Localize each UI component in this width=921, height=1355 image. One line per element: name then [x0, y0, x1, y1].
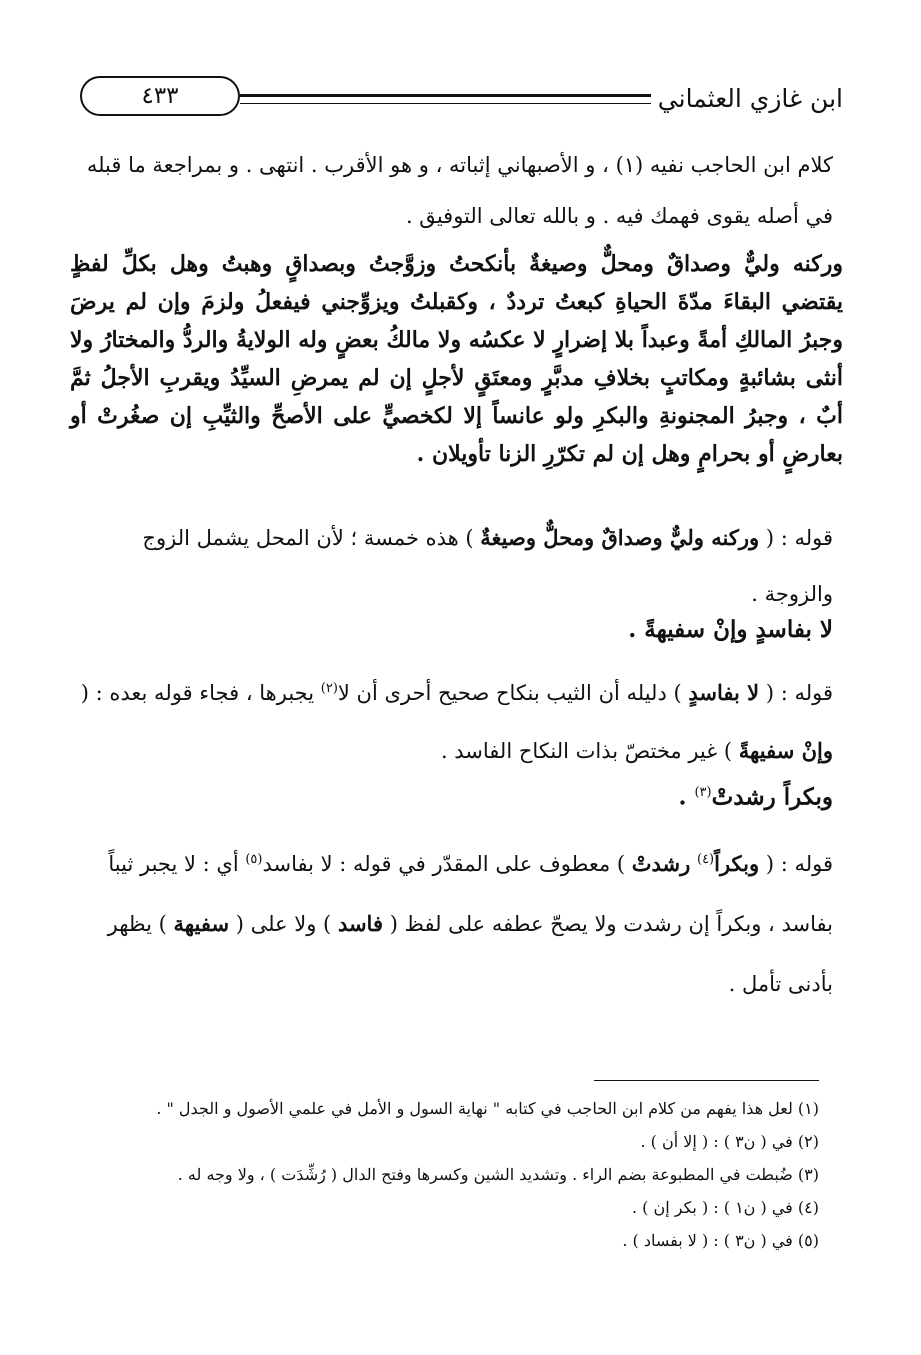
footnote-ref: (٢): [320, 681, 338, 696]
quoted-main-text: وإنْ سفيهةً: [738, 738, 833, 763]
text-span: ) غير مختصّ بذات النكاح الفاسد .: [440, 739, 733, 763]
footnote: (٤) في ( ن١ ) : ( بكر إن ) .: [631, 1198, 819, 1217]
footnote-ref: (٥): [245, 852, 263, 867]
main-text-paragraph-2: لا بفاسدٍ وإنْ سفيهةً .: [628, 616, 833, 643]
text-span: قوله : (: [765, 681, 833, 705]
text-span: ) ولا على (: [235, 912, 332, 936]
footnote-ref: (٣): [694, 785, 712, 800]
footnote: (٥) في ( ن٣ ) : ( لا بفساد ) .: [622, 1231, 819, 1250]
footnote-ref: (٤): [696, 852, 715, 867]
text-span: يجبرها ، فجاء قوله بعده : (: [80, 681, 315, 705]
commentary-line: في أصله يقوى فهمك فيه . و بالله تعالى التوفيق .: [405, 204, 833, 228]
page-header: [70, 72, 851, 122]
commentary-paragraph-4: [70, 830, 833, 1014]
commentary-paragraph-1: [70, 140, 833, 242]
quoted-main-text: فاسد: [337, 911, 383, 936]
main-text-paragraph-1: وركنه وليٌّ وصداقٌ ومحلٌّ وصيغةٌ بأنكحتُ وزوَّجتُ وبصداقٍ وهبتُ وهل بكلِّ لفظٍ يقتضي البقاءَ مدّةَ الحياةِ كبعتُ ترددٌ ، وكقبلتُ ويزوِّجني فيفعلُ ولزمَ وإن لم يرضَ وجبرُ المالكِ أمةً وعبداً بلا إضرارٍ لا عكسُه ولا مالكُ بعضٍ وله الولايةُ والردُّ والمختارُ ولا أنثى بشائبةٍ ومكاتبٍ بخلافِ مدبَّرٍ ومعتَقٍ لأجلٍ إن لم يمرضِ السيِّدُ ويقربِ الأجلُ ثمَّ أبٌ ، وجبرُ المجنونةِ والبكرِ ولو عانساً إلا لكخصيٍّ على الأصحِّ والثيِّبِ إن صغُرتْ أو بعارضٍ أو بحرامٍ وهل إن لم تكرّرِ الزنا تأويلان .: [70, 251, 843, 467]
quoted-main-text: سفيهة: [173, 911, 230, 936]
quoted-main-text: رشدتْ: [631, 851, 691, 876]
quoted-main-text: لا بفاسدٍ: [688, 680, 760, 705]
text-span: أي : لا يجبر ثيباً بفاسد ، وبكراً إن رشدت ولا يصحّ عطفه على لفظ (: [108, 852, 833, 936]
main-text-paragraph-3: [70, 773, 833, 818]
running-title: ابن غازي العثماني: [657, 84, 843, 113]
text-span: قوله : (: [765, 526, 833, 550]
footnote: (٣) ضُبطت في المطبوعة بضم الراء . وتشديد الشين وكسرها وفتح الدال ( رُشِّدَت ) ، ولا وجه له .: [177, 1165, 819, 1184]
commentary-paragraph-2: [70, 510, 833, 622]
text-span: ) دليله أن الثيب بنكاح صحيح أحرى أن لا: [337, 681, 682, 705]
text-span: ) هذه خمسة ؛ لأن المحل يشمل الزوج والزوجة .: [142, 526, 833, 606]
quoted-main-text: وركنه وليٌّ وصداقٌ ومحلٌّ وصيغةٌ: [480, 525, 760, 550]
text-span: ) معطوف على المقدّر في قوله : لا بفاسد: [262, 852, 626, 876]
header-rule: [240, 94, 651, 104]
quoted-main-text: وبكراً: [714, 851, 760, 876]
page-number-badge: ٤٣٣: [80, 76, 240, 116]
footnote: (١) لعل هذا يفهم من كلام ابن الحاجب في كتابه " نهاية السول و الأمل في علمي الأصول و الجدل " .: [156, 1099, 819, 1118]
text-span: .: [678, 783, 695, 811]
main-text: وبكراً رشدتْ: [711, 783, 833, 811]
footnote-separator: [594, 1080, 819, 1081]
footnote: (٢) في ( ن٣ ) : ( إلا أن ) .: [640, 1132, 819, 1151]
text-span: قوله : (: [765, 852, 833, 876]
commentary-paragraph-3: [70, 660, 833, 780]
commentary-line: كلام ابن الحاجب نفيه (١) ، و الأصبهاني إثباته ، و هو الأقرب . انتهى . و بمراجعة ما قبله: [86, 153, 833, 177]
footnotes: [150, 1092, 819, 1257]
text-span: ) يظهر بأدنى تأمل .: [107, 912, 833, 996]
